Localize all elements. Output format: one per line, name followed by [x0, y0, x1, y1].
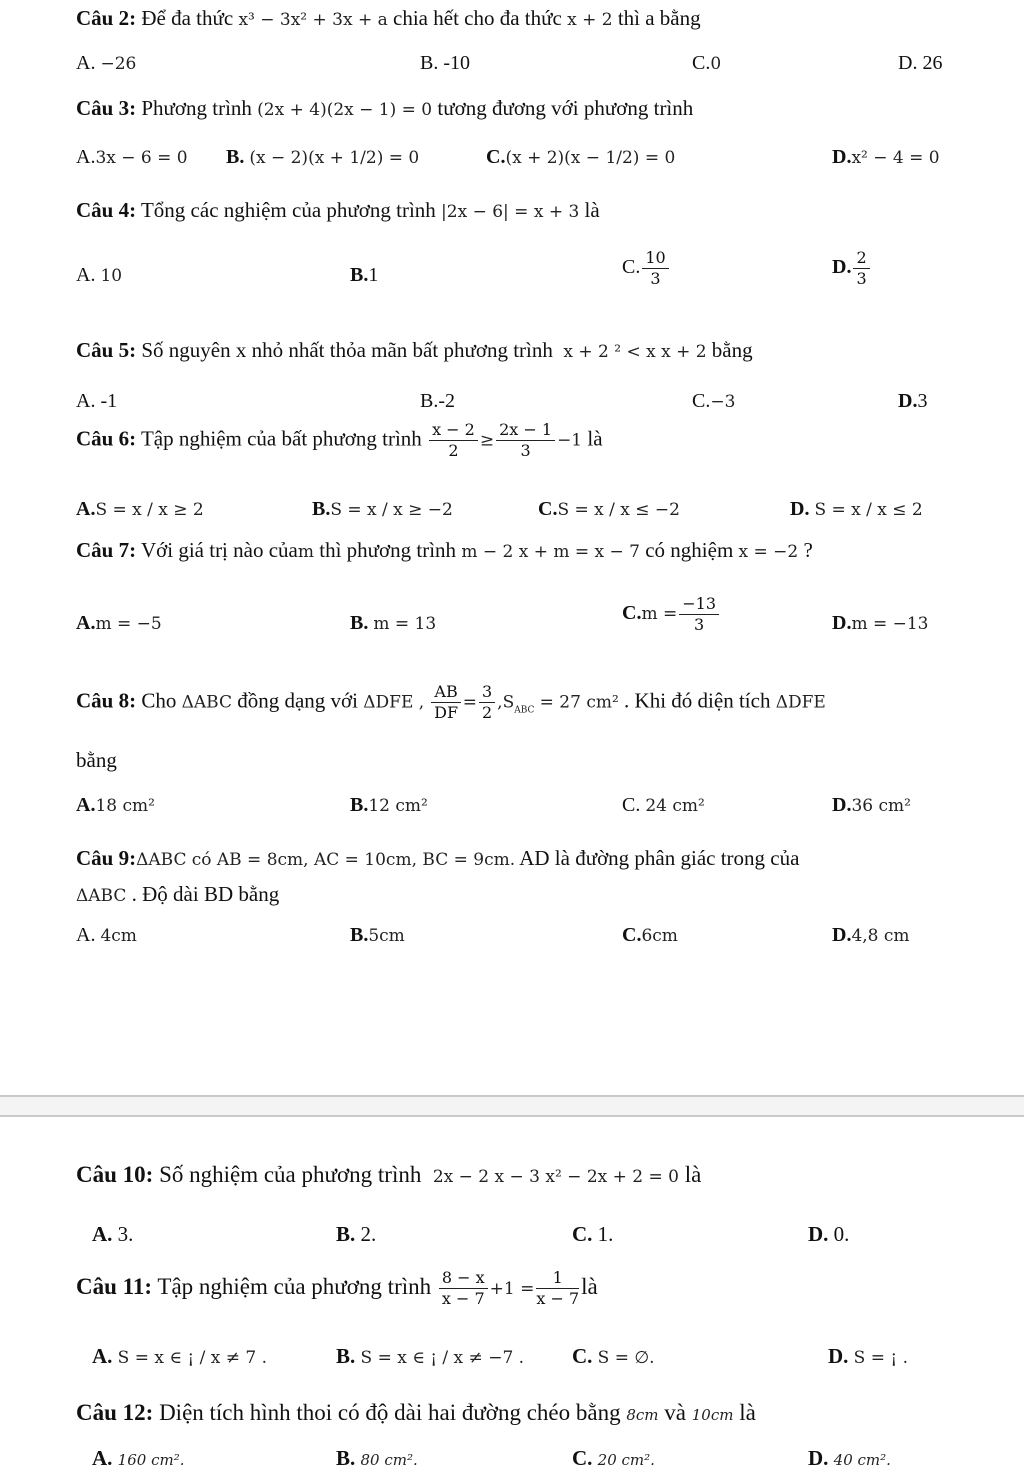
question-6: Câu 6: Tập nghiệm của bất phương trình $\frac{x - 2}{2}$ ≥ $\frac{2x - 1}{3}$ −1 là — [76, 420, 603, 460]
q3-option-b: B. (x − 2)(x + 1/2) = 0 — [226, 146, 420, 168]
question-8-ratio-value: $\frac{3}{2}$ — [479, 682, 495, 723]
q9-option-c: C.6cm — [622, 924, 678, 946]
question-8: Câu 8: Cho ΔABC đồng dạng với ΔDFE , $\frac{AB}{DF}$ = $\frac{3}{2}$ $,S_{ABC} = 27$ cm² . Khi đó diện tích ΔDFE — [76, 682, 826, 722]
question-2-expression-2: x + 2 — [567, 10, 613, 30]
question-12-text-2: và — [664, 1400, 686, 1425]
q7-option-a: A.m = −5 — [76, 612, 162, 634]
question-7-label: Câu 7: — [76, 538, 137, 562]
q4-option-d: D. $\frac{2}{3}$ — [832, 248, 872, 289]
question-7 — [76, 538, 813, 563]
question-2-text: Để đa thức — [141, 6, 234, 30]
question-6-text: Tập nghiệm của bất phương trình — [140, 426, 422, 451]
question-10-text-2: là — [684, 1162, 702, 1187]
question-3-text-2: tương đương với phương trình — [437, 96, 694, 120]
question-4-text: Tổng các nghiệm của phương trình — [140, 198, 436, 222]
question-11-text-2: là — [581, 1273, 598, 1299]
question-4 — [76, 198, 600, 223]
question-4-label: Câu 4: — [76, 198, 137, 222]
question-5-text-2: bằng — [711, 338, 753, 362]
q5-option-b: B.-2 — [420, 390, 456, 412]
question-11-label: Câu 11: — [76, 1273, 153, 1299]
question-12-label: Câu 12: — [76, 1400, 154, 1425]
q12-option-c: C. 20 cm². — [572, 1446, 655, 1470]
question-11-fraction-1: $\frac{8 - x}{x - 7}$ — [439, 1268, 488, 1309]
question-12-text: Diện tích hình thoi có độ dài hai đường chéo bằng — [159, 1400, 621, 1425]
question-10-text: Số nghiệm của phương trình — [159, 1162, 422, 1187]
q7-option-d: D.m = −13 — [832, 612, 929, 634]
question-10 — [76, 1162, 701, 1188]
question-9 — [76, 846, 799, 871]
q4-option-b: B.1 — [350, 264, 379, 286]
question-5-expression: x + 2 ² < x x + 2 — [563, 342, 707, 362]
question-9-label: Câu 9: — [76, 846, 137, 870]
q2-option-b: B. -10 — [420, 52, 471, 74]
question-9-text-2: . Độ dài BD bằng — [131, 882, 280, 906]
q3-option-d: D.x² − 4 = 0 — [832, 146, 940, 168]
question-8-text-4: bằng — [76, 748, 117, 772]
question-8-text-2: đồng dạng với — [237, 688, 358, 713]
q3-option-c: C.(x + 2)(x − 1/2) = 0 — [486, 146, 676, 168]
q4-option-a: A. 10 — [76, 264, 123, 286]
question-2-expression: x³ − 3x² + 3x + a — [238, 10, 388, 30]
question-9-line-2 — [76, 882, 279, 907]
question-12-text-3: là — [739, 1400, 756, 1425]
question-6-fraction-2: $\frac{2x - 1}{3}$ — [496, 420, 555, 461]
question-9-triangle: ΔABC — [136, 850, 187, 870]
q2-option-c: C.0 — [692, 52, 722, 74]
q7-option-c: C.m = $\frac{-13}{3}$ — [622, 594, 721, 635]
question-8-triangle-dfe-2: ΔDFE — [775, 692, 826, 713]
q11-option-d: D. S = ¡ . — [828, 1344, 909, 1368]
q7-option-b: B. m = 13 — [350, 612, 437, 634]
q12-option-d: D. 40 cm². — [808, 1446, 891, 1470]
question-6-text-2: là — [587, 426, 603, 451]
q9-option-b: B.5cm — [350, 924, 405, 946]
question-4-expression: |2x − 6| = x + 3 — [441, 202, 580, 222]
question-8-area: = 27 cm² — [539, 692, 619, 713]
q5-option-d: D.3 — [898, 390, 928, 412]
question-5 — [76, 338, 753, 363]
question-6-fraction-1: $\frac{x - 2}{2}$ — [429, 420, 478, 461]
question-7-text: Với giá trị nào của — [140, 538, 298, 562]
question-8-text-3: . Khi đó diện tích — [624, 688, 771, 713]
question-11-text: Tập nghiệm của phương trình — [157, 1273, 432, 1299]
q10-option-c: C. 1. — [572, 1222, 614, 1246]
question-12 — [76, 1400, 756, 1426]
q3-option-a: A.3x − 6 = 0 — [76, 146, 188, 168]
q6-option-a: A.S = x / x ≥ 2 — [76, 498, 204, 520]
question-10-expression: 2x − 2 x − 3 x² − 2x + 2 = 0 — [432, 1167, 679, 1187]
question-6-label: Câu 6: — [76, 426, 137, 451]
q2-option-a: A. −26 — [76, 52, 137, 74]
question-9-text: AD là đường phân giác trong của — [519, 846, 800, 870]
question-12-diagonal-2: 10cm — [691, 1406, 734, 1424]
q4-option-c: C. $\frac{10}{3}$ — [622, 248, 671, 289]
question-7-text-3: có nghiệm — [645, 538, 734, 562]
q11-option-b: B. S = x ∈ ¡ / x ≠ −7 . — [336, 1344, 525, 1368]
question-2 — [76, 6, 701, 31]
q8-option-b: B.12 cm² — [350, 794, 428, 816]
page-gap — [0, 1097, 1024, 1115]
question-8-label: Câu 8: — [76, 688, 137, 713]
q5-option-a: A. -1 — [76, 390, 118, 412]
q12-option-b: B. 80 cm². — [336, 1446, 418, 1470]
question-12-diagonal-1: 8cm — [626, 1406, 659, 1424]
q12-option-a: A. 160 cm². — [92, 1446, 185, 1470]
q10-option-d: D. 0. — [808, 1222, 850, 1246]
q6-option-c: C.S = x / x ≤ −2 — [538, 498, 680, 520]
page-divider-2 — [0, 1115, 1024, 1117]
question-8-text: Cho — [141, 688, 177, 713]
question-9-triangle-2: ΔABC — [76, 886, 127, 906]
q9-option-d: D.4,8 cm — [832, 924, 910, 946]
question-2-text-3: thì a bằng — [617, 6, 701, 30]
question-8-ratio: $\frac{AB}{DF}$ — [431, 682, 460, 723]
q10-option-b: B. 2. — [336, 1222, 377, 1246]
question-9-given: có AB = 8cm, AC = 10cm, BC = 9cm. — [191, 850, 516, 870]
q11-option-c: C. S = ∅. — [572, 1344, 655, 1368]
question-5-text: Số nguyên x nhỏ nhất thỏa mãn bất phương trình — [141, 338, 553, 362]
question-7-text-4: ? — [803, 538, 813, 562]
q8-option-d: D.36 cm² — [832, 794, 911, 816]
question-3-text: Phương trình — [141, 96, 252, 120]
q8-option-c: C. 24 cm² — [622, 794, 705, 816]
question-8-triangle-dfe: ΔDFE , — [363, 692, 425, 713]
q6-option-d: D. S = x / x ≤ 2 — [790, 498, 923, 520]
q10-option-a: A. 3. — [92, 1222, 134, 1246]
question-3-expression: (2x + 4)(2x − 1) = 0 — [257, 100, 433, 120]
question-3-label: Câu 3: — [76, 96, 137, 120]
question-2-text-2: chia hết cho đa thức — [393, 6, 562, 30]
question-7-expression: m − 2 x + m = x − 7 — [461, 542, 640, 562]
q2-option-d: D. 26 — [898, 52, 943, 74]
q5-option-c: C.−3 — [692, 390, 736, 412]
question-7-variable: m — [297, 542, 314, 562]
q11-option-a: A. S = x ∈ ¡ / x ≠ 7 . — [92, 1344, 267, 1368]
q6-option-b: B.S = x / x ≥ −2 — [312, 498, 453, 520]
q8-option-a: A.18 cm² — [76, 794, 155, 816]
question-2-label: Câu 2: — [76, 6, 137, 30]
question-7-expression-2: x = −2 — [738, 542, 799, 562]
question-10-label: Câu 10: — [76, 1162, 154, 1187]
q9-option-a: A. 4cm — [76, 924, 137, 946]
question-8-line-2 — [76, 748, 117, 773]
question-11: Câu 11: Tập nghiệm của phương trình $\frac{8 - x}{x - 7}$ +1 = $\frac{1}{x - 7}$ là — [76, 1268, 598, 1308]
question-5-label: Câu 5: — [76, 338, 137, 362]
question-8-triangle-abc: ΔABC — [181, 692, 232, 713]
question-11-fraction-2: $\frac{1}{x - 7}$ — [536, 1268, 580, 1308]
question-3 — [76, 96, 693, 121]
question-4-text-2: là — [584, 198, 600, 222]
question-7-text-2: thì phương trình — [319, 538, 457, 562]
